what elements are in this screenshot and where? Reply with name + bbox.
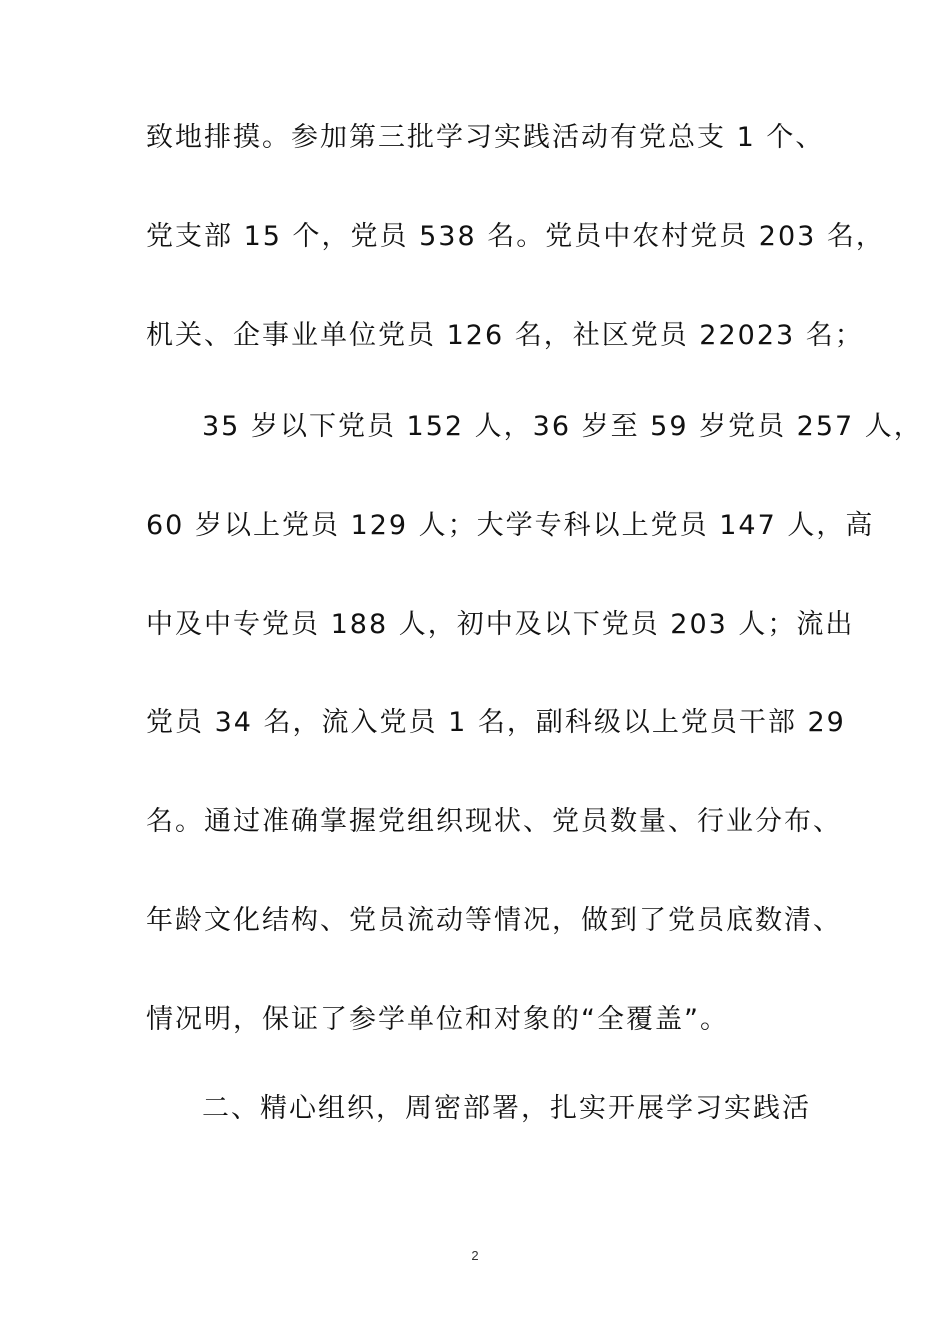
text-line-9: 年龄文化结构、党员流动等情况，做到了党员底数清、 — [146, 905, 842, 936]
text-line-2: 党支部 15 个，党员 538 名。党员中农村党员 203 名， — [146, 221, 885, 252]
text-line-1: 致地排摸。参加第三批学习实践活动有党总支 1 个、 — [146, 122, 825, 153]
page-number: 2 — [471, 1248, 479, 1263]
text-line-8: 名。通过准确掌握党组织现状、党员数量、行业分布、 — [146, 806, 842, 837]
text-line-10: 情况明，保证了参学单位和对象的“全覆盖”。 — [146, 1004, 729, 1035]
text-line-3: 机关、企事业单位党员 126 名，社区党员 22023 名； — [146, 320, 864, 351]
section-heading-line: 二、精心组织，周密部署，扎实开展学习实践活 — [202, 1093, 811, 1124]
text-line-4: 35 岁以下党员 152 人，36 岁至 59 岁党员 257 人， — [202, 411, 923, 442]
text-line-7: 党员 34 名，流入党员 1 名，副科级以上党员干部 29 — [146, 707, 846, 738]
text-line-5: 60 岁以上党员 129 人；大学专科以上党员 147 人，高 — [146, 510, 875, 541]
text-line-6: 中及中专党员 188 人，初中及以下党员 203 人；流出 — [146, 609, 855, 640]
